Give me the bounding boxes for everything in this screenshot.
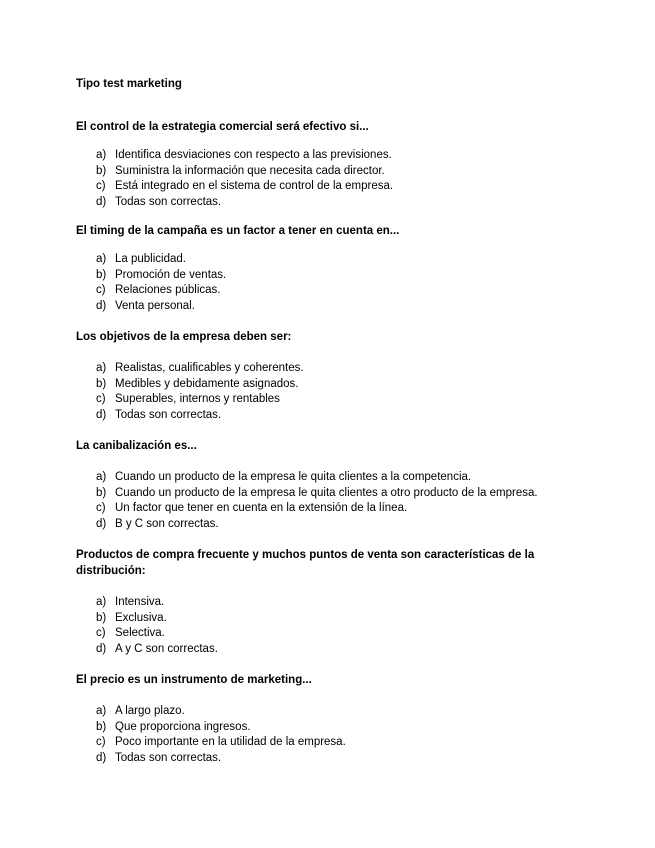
option-letter: d) [96, 195, 107, 208]
option-text: Selectiva. [115, 627, 165, 640]
question-4: La canibalización es... [76, 440, 197, 452]
option-letter: d) [96, 299, 107, 312]
question-3-option-d [96, 408, 566, 424]
option-text: Está integrado en el sistema de control de la empresa. [115, 180, 394, 193]
question-6-option-d [96, 751, 566, 767]
option-letter: b) [96, 486, 107, 499]
option-letter: b) [96, 720, 107, 733]
option-text: Todas son correctas. [115, 751, 222, 764]
option-letter: c) [96, 736, 106, 749]
question-4-option-a [96, 470, 566, 486]
question-4-option-d [96, 517, 566, 533]
question-5-option-d [96, 642, 566, 658]
question-4-option-c [96, 501, 566, 517]
question-3-option-a [96, 361, 566, 377]
question-2-options [96, 252, 566, 314]
option-text: Que proporciona ingresos. [115, 720, 251, 733]
option-letter: c) [96, 627, 106, 640]
option-letter: a) [96, 705, 107, 717]
option-text: Todas son correctas. [115, 408, 222, 421]
question-5-option-c [96, 626, 566, 642]
option-text: A largo plazo. [115, 705, 185, 717]
option-letter: d) [96, 642, 107, 655]
option-letter: a) [96, 149, 107, 161]
question-6: El precio es un instrumento de marketing... [76, 674, 312, 686]
option-text: Cuando un producto de la empresa le quita clientes a otro producto de la empresa. [115, 486, 538, 499]
question-2: El timing de la campaña es un factor a tener en cuenta en... [76, 225, 400, 237]
question-4-option-b [96, 486, 566, 502]
option-text: Suministra la información que necesita cada director. [115, 164, 385, 177]
question-1-option-a [96, 148, 566, 164]
question-6-option-a [96, 704, 566, 720]
question-2-option-c [96, 283, 566, 299]
question-5-options [96, 595, 566, 657]
option-letter: c) [96, 502, 106, 515]
question-1-option-c [96, 179, 566, 195]
question-1-options [96, 148, 566, 210]
question-5-option-b [96, 611, 566, 627]
option-letter: d) [96, 751, 107, 764]
option-text: Todas son correctas. [115, 195, 222, 208]
question-5: Productos de compra frecuente y muchos puntos de venta son características de la distribución: [76, 549, 535, 577]
option-text: Superables, internos y rentables [115, 393, 280, 406]
option-text: Relaciones públicas. [115, 284, 221, 297]
question-2-option-d [96, 299, 566, 315]
question-3-option-b [96, 377, 566, 393]
option-letter: c) [96, 284, 106, 297]
question-3-option-c [96, 392, 566, 408]
option-letter: a) [96, 471, 107, 483]
question-6-options [96, 704, 566, 766]
option-text: Promoción de ventas. [115, 268, 227, 281]
option-letter: d) [96, 517, 107, 530]
question-3: Los objetivos de la empresa deben ser: [76, 331, 292, 343]
option-text: Un factor que tener en cuenta en la extensión de la línea. [115, 502, 408, 515]
question-5-option-a [96, 595, 566, 611]
question-3-options [96, 361, 566, 423]
question-2-option-b [96, 268, 566, 284]
option-letter: b) [96, 611, 107, 624]
option-text: B y C son correctas. [115, 517, 219, 530]
option-letter: c) [96, 180, 106, 193]
option-letter: a) [96, 362, 107, 374]
question-1-option-b [96, 164, 566, 180]
question-1: El control de la estrategia comercial será efectivo si... [76, 121, 369, 133]
option-text: Cuando un producto de la empresa le quita clientes a la competencia. [115, 471, 472, 483]
option-text: Medibles y debidamente asignados. [115, 377, 299, 390]
option-letter: b) [96, 268, 107, 281]
option-text: Venta personal. [115, 299, 195, 312]
option-letter: a) [96, 253, 107, 265]
question-2-option-a [96, 252, 566, 268]
option-letter: a) [96, 596, 107, 608]
question-6-option-b [96, 720, 566, 736]
option-text: Exclusiva. [115, 611, 167, 624]
option-text: A y C son correctas. [115, 642, 218, 655]
question-1-option-d [96, 195, 566, 211]
option-letter: b) [96, 377, 107, 390]
question-6-option-c [96, 735, 566, 751]
option-text: Realistas, cualificables y coherentes. [115, 362, 304, 374]
option-letter: c) [96, 393, 106, 406]
option-text: Poco importante en la utilidad de la empresa. [115, 736, 346, 749]
option-letter: b) [96, 164, 107, 177]
option-text: Intensiva. [115, 596, 165, 608]
option-text: La publicidad. [115, 253, 186, 265]
document-title: Tipo test marketing [76, 78, 182, 90]
option-text: Identifica desviaciones con respecto a las previsiones. [115, 149, 392, 161]
question-4-options [96, 470, 566, 532]
option-letter: d) [96, 408, 107, 421]
